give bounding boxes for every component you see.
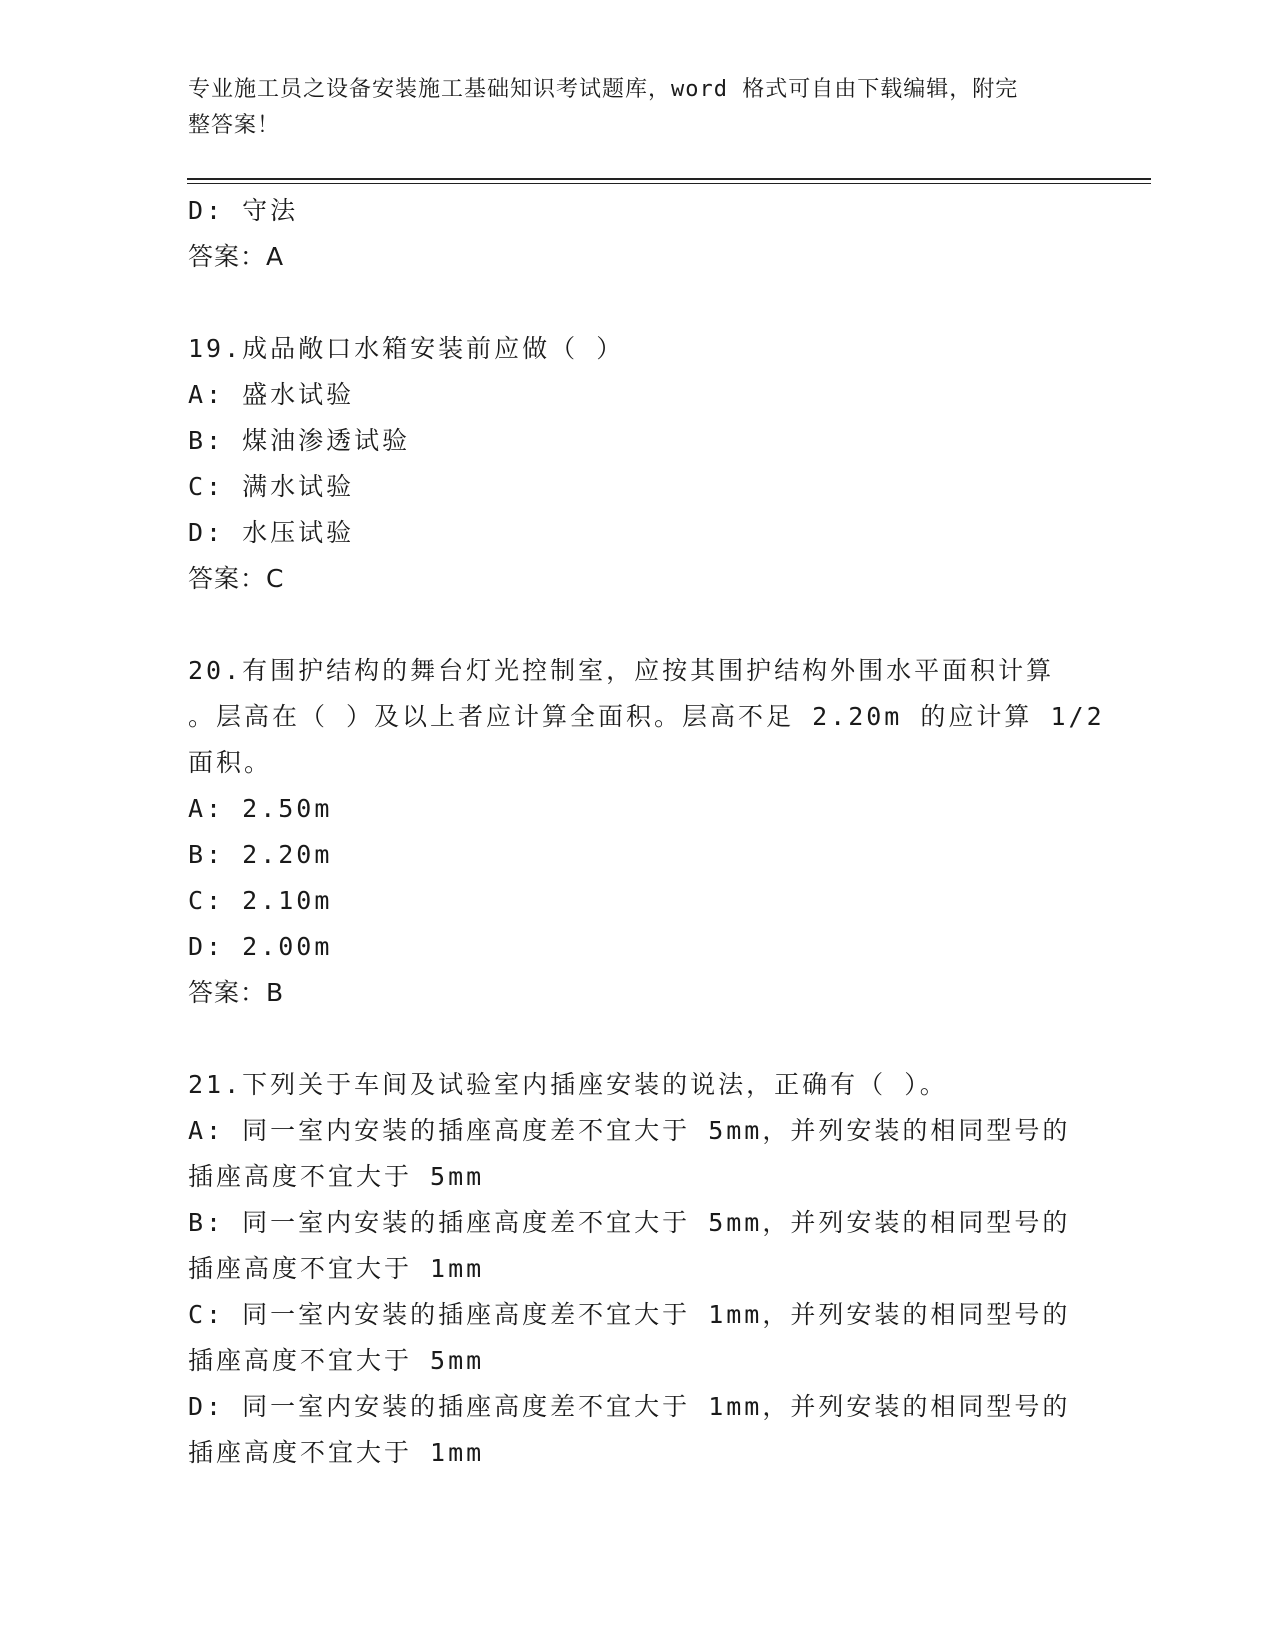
q19-stem: 19.成品敞口水箱安装前应做（ ） xyxy=(188,334,625,363)
q21-option-b-line-2: 插座高度不宜大于 1mm xyxy=(188,1254,485,1283)
spacer xyxy=(188,1016,1088,1062)
q21-option-b-line-1: B: 同一室内安装的插座高度差不宜大于 5mm，并列安装的相同型号的 xyxy=(188,1208,1071,1237)
spacer xyxy=(188,280,1088,326)
header-divider-thick xyxy=(187,178,1151,180)
page-header xyxy=(188,72,1068,144)
q20-option-b: B: 2.20m xyxy=(188,840,333,869)
q19-option-a: A: 盛水试验 xyxy=(188,380,355,409)
q21-option-d-line-1: D: 同一室内安装的插座高度差不宜大于 1mm，并列安装的相同型号的 xyxy=(188,1392,1071,1421)
q21-option-c-line-1: C: 同一室内安装的插座高度差不宜大于 1mm，并列安装的相同型号的 xyxy=(188,1300,1071,1329)
q21-option-d-line-2: 插座高度不宜大于 1mm xyxy=(188,1438,485,1467)
q19-option-c: C: 满水试验 xyxy=(188,472,355,501)
q19-answer: 答案：C xyxy=(188,564,285,593)
q21-option-a-line-1: A: 同一室内安装的插座高度差不宜大于 5mm，并列安装的相同型号的 xyxy=(188,1116,1071,1145)
q20-option-d: D: 2.00m xyxy=(188,932,333,961)
q19-option-b: B: 煤油渗透试验 xyxy=(188,426,411,455)
prev-option-d: D: 守法 xyxy=(188,196,299,225)
q19-option-d: D: 水压试验 xyxy=(188,518,355,547)
q20-answer: 答案：B xyxy=(188,978,285,1007)
q21-option-c-line-2: 插座高度不宜大于 5mm xyxy=(188,1346,485,1375)
q21-stem: 21.下列关于车间及试验室内插座安装的说法，正确有（ ）。 xyxy=(188,1070,948,1099)
q20-option-c: C: 2.10m xyxy=(188,886,333,915)
header-line-2: 整答案！ xyxy=(188,113,281,138)
q20-stem-line-2: 。层高在（ ）及以上者应计算全面积。层高不足 2.20m 的应计算 1/2 xyxy=(188,702,1105,731)
header-divider-thin xyxy=(187,183,1151,184)
q20-stem-line-3: 面积。 xyxy=(188,748,273,777)
q21-option-a-line-2: 插座高度不宜大于 5mm xyxy=(188,1162,485,1191)
header-line-1: 专业施工员之设备安装施工基础知识考试题库，word 格式可自由下载编辑，附完 xyxy=(188,77,1019,102)
document-body xyxy=(188,188,1105,1476)
q20-stem-line-1: 20.有围护结构的舞台灯光控制室，应按其围护结构外围水平面积计算 xyxy=(188,656,1055,685)
q20-option-a: A: 2.50m xyxy=(188,794,333,823)
spacer xyxy=(188,602,1088,648)
prev-answer: 答案：A xyxy=(188,242,285,271)
